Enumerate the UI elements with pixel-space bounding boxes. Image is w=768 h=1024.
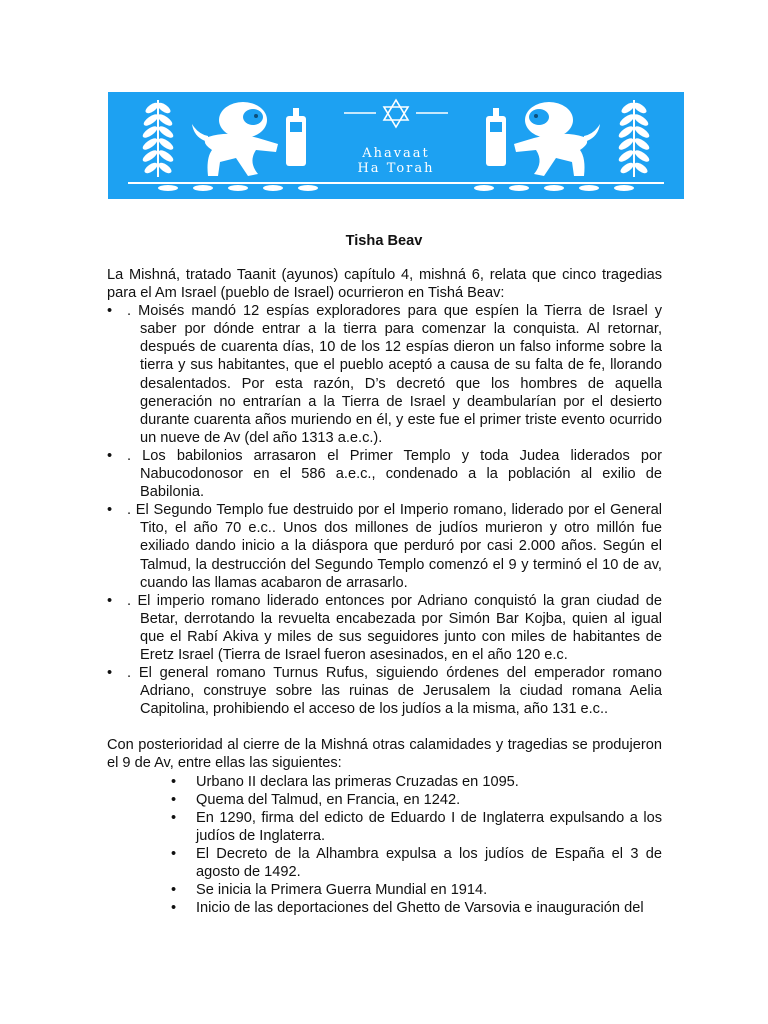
bullet-icon: • [107, 665, 113, 682]
bullet-icon: • [171, 882, 177, 899]
list-item: • . El Segundo Templo fue destruido por el Imperio romano, liderado por el General Tito, el año 70 e.c.. Unos dos millones de judíos murieron y otro millón fue exiliado dando inicio a la diáspora que perduró por casi 2.000 años. Según el Talmud, la destrucción del Segundo Templo comenzó el 9 y terminó el 10 de av, cuando las llamas acabaron de arrasarlo. [107, 502, 662, 591]
list-item: • . Moisés mandó 12 espías exploradores para que espíen la Tierra de Israel y saber por dónde entrar a la tierra para comenzar la conquista. Al retornar, después de cuarenta días, 10 de los 12 espías dieron un falso informe sobre la tierra y sus habitantes, que el pueblo aceptó a causa de su falta de fe, llorando desalentados. Por esta razón, D’s decretó que los hombres de aquella generación no entrarían a la Tierra de Israel y deambularían por el desierto durante cuarenta años muriendo en él, y este fue el primer triste evento ocurrido un nueve de Av (del año 1313 a.e.c.). [107, 303, 662, 446]
list-item: • Quema del Talmud, en Francia, en 1242. [171, 791, 461, 808]
list-item: • Se inicia la Primera Guerra Mundial en 1914. [171, 882, 488, 899]
document-body [107, 266, 662, 917]
list-item: • . Los babilonios arrasaron el Primer Templo y toda Judea liderados por Nabucodonosor en el 586 a.e.c., condenado a la población al exilio de Babilonia. [107, 447, 662, 501]
list-item: • El Decreto de la Alhambra expulsa a los judíos de España el 3 de agosto de 1492. [171, 845, 662, 880]
list-item: • . El general romano Turnus Rufus, siguiendo órdenes del emperador romano Adriano, construye sobre las ruinas de Jerusalem la ciudad romana Aelia Capitolina, prohibiendo el acceso de los judíos a la misma, año 131 e.c.. [107, 665, 662, 718]
bullet-icon: • [171, 900, 177, 917]
list-item: • Inicio de las deportaciones del Ghetto de Varsovia e inauguración del [171, 900, 644, 917]
intro-paragraph: La Mishná, tratado Taanit (ayunos) capítulo 4, mishná 6, relata que cinco tragedias para el Am Israel (pueblo de Israel) ocurrieron en Tishá Beav: [107, 267, 662, 302]
bullet-icon: • [107, 502, 113, 519]
banner-artwork [108, 92, 684, 199]
list-item: • Urbano II declara las primeras Cruzadas en 1095. [171, 773, 519, 790]
right-torah-scroll-icon [486, 108, 506, 166]
bullet-icon: • [171, 791, 177, 808]
banner-text-line2: Ha Torah [357, 161, 435, 176]
left-torah-scroll-icon [286, 108, 306, 166]
bullet-icon: • [171, 845, 177, 862]
later-intro-paragraph: Con posterioridad al cierre de la Mishná otras calamidades y tragedias se produjeron el 9 de Av, entre ellas las siguientes: [107, 737, 662, 772]
bullet-icon: • [171, 809, 177, 826]
banner-text-line1: Ahavaat [362, 146, 430, 161]
bullet-icon: • [107, 303, 113, 320]
later-events-list [107, 773, 662, 918]
bullet-icon: • [107, 592, 113, 609]
document-title: Tisha Beav [345, 233, 423, 249]
paragraph-spacer [107, 718, 662, 736]
list-item: • En 1290, firma del edicto de Eduardo I de Inglaterra expulsando a los judíos de Inglaterra. [171, 809, 662, 844]
ahavaat-ha-torah-banner [108, 92, 684, 199]
bullet-icon: • [171, 773, 177, 790]
tragedies-list [107, 302, 662, 718]
list-item: • . El imperio romano liderado entonces por Adriano conquistó la gran ciudad de Betar, derrotando la revuelta encabezada por Simón Bar Kojba, quien al igual que el Rabí Akiva y miles de sus seguidores junto con miles de habitantes de Eretz Israel (Tierra de Israel fueron asesinados, en el año 120 e.c. [107, 592, 662, 663]
bullet-icon: • [107, 447, 113, 464]
